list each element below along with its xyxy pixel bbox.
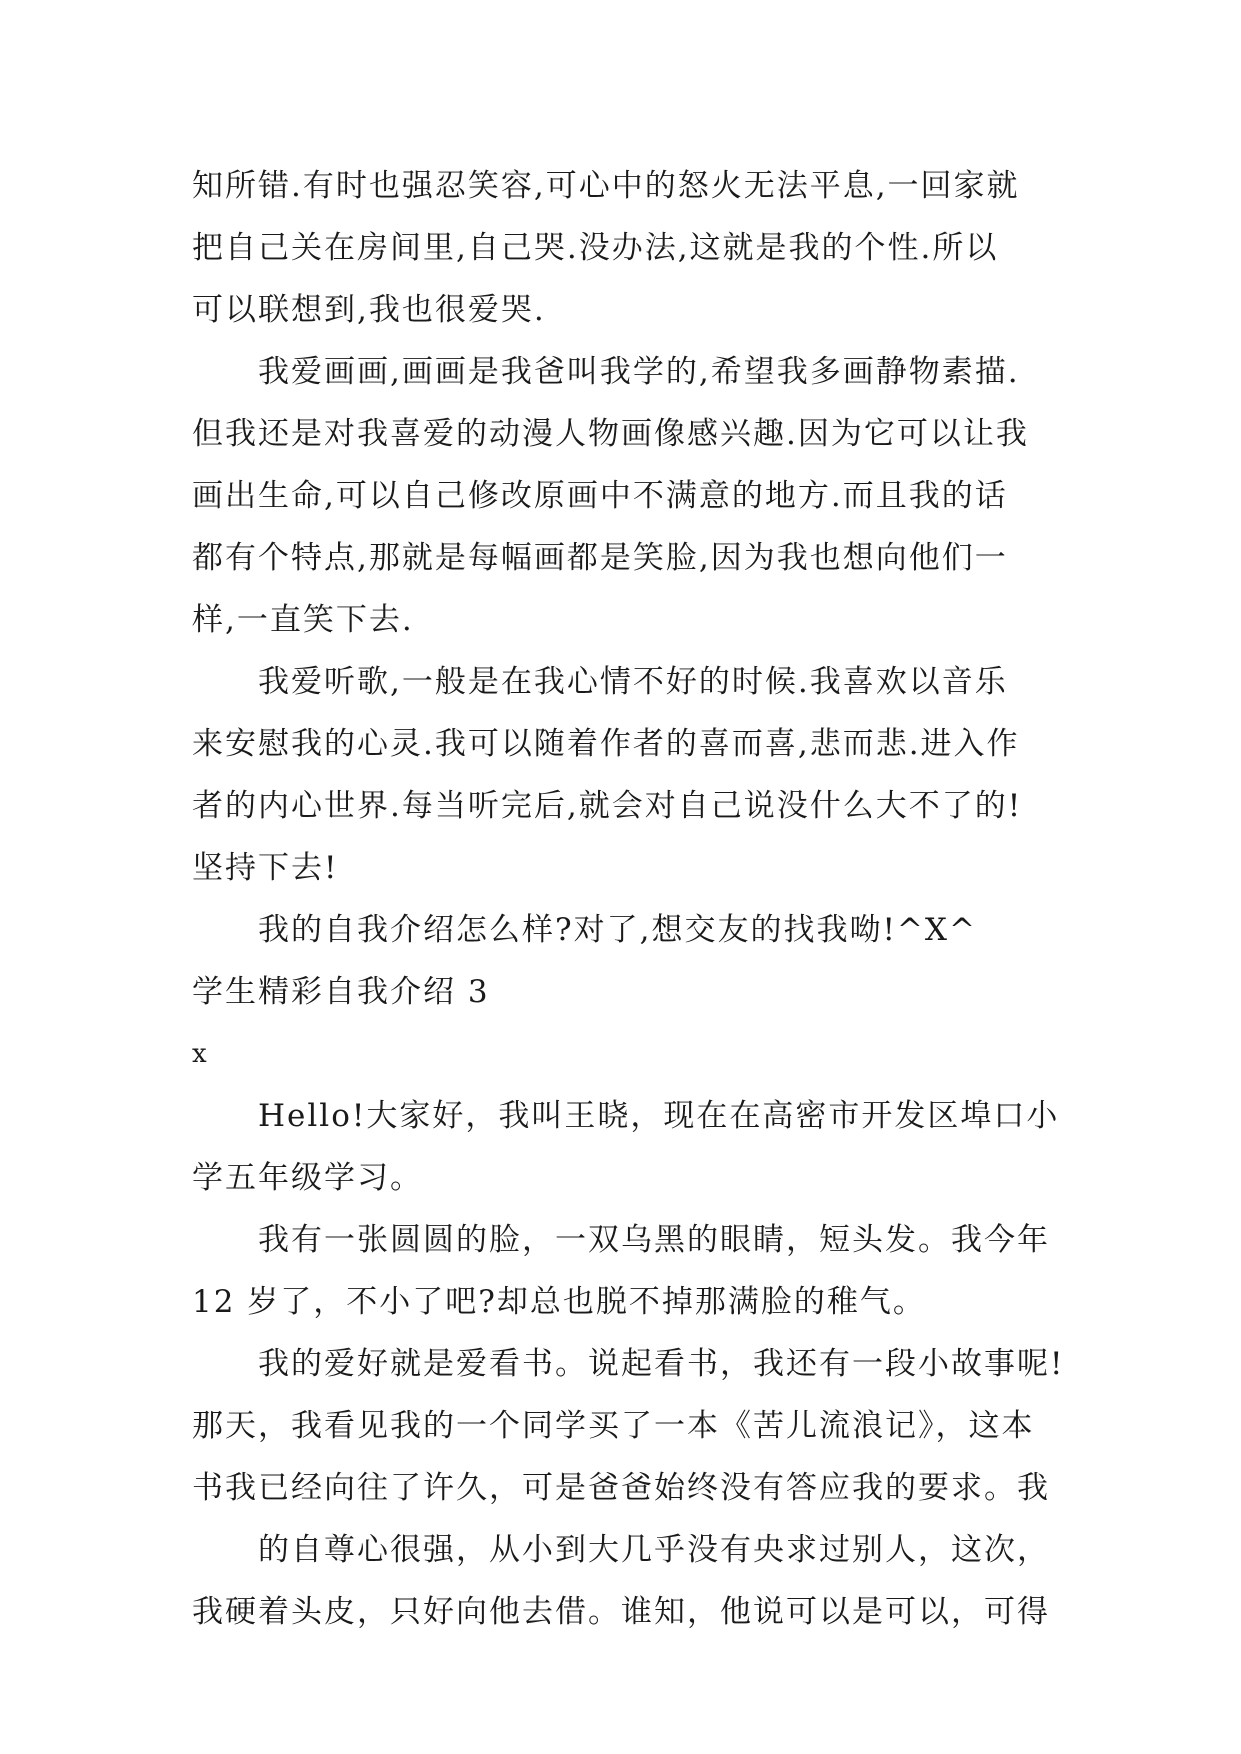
paragraph-first-line: 我的爱好就是爱看书。说起看书，我还有一段小故事呢! [258,1346,1065,1382]
text-line: 那天，我看见我的一个同学买了一本《苦儿流浪记》，这本 [192,1408,1035,1444]
paragraph-first-line: Hello!大家好，我叫王晓，现在在高密市开发区埠口小 [258,1098,1060,1134]
paragraph-first-line: 我爱画画,画画是我爸叫我学的,希望我多画静物素描. [258,354,1020,390]
paragraph-first-line: 我有一张圆圆的脸，一双乌黑的眼睛，短头发。我今年 [258,1222,1050,1258]
text-line: 都有个特点,那就是每幅画都是笑脸,因为我也想向他们一 [192,540,1008,576]
text-line: 坚持下去! [192,850,339,886]
text-line: 把自己关在房间里,自己哭.没办法,这就是我的个性.所以 [192,230,999,266]
text-line: 知所错.有时也强忍笑容,可心中的怒火无法平息,一回家就 [192,168,1020,204]
text-line: 书我已经向往了许久，可是爸爸始终没有答应我的要求。我 [192,1470,1050,1506]
paragraph-first-line: 我爱听歌,一般是在我心情不好的时候.我喜欢以音乐 [258,664,1008,700]
text-line: 来安慰我的心灵.我可以随着作者的喜而喜,悲而悲.进入作 [192,726,1020,762]
text-line: 但我还是对我喜爱的动漫人物画像感兴趣.因为它可以让我 [192,416,1029,452]
separator-mark: x [192,1039,209,1069]
section-heading: 学生精彩自我介绍 3 [192,974,490,1010]
text-line: 12 岁了，不小了吧?却总也脱不掉那满脸的稚气。 [192,1284,926,1320]
text-line: 我硬着头皮，只好向他去借。谁知，他说可以是可以，可得 [192,1594,1050,1630]
text-line: 可以联想到,我也很爱哭. [192,292,546,328]
paragraph-first-line: 我的自我介绍怎么样?对了,想交友的找我呦!^X^ [258,912,977,948]
text-line: 样,一直笑下去. [192,602,414,638]
text-line: 者的内心世界.每当听完后,就会对自己说没什么大不了的! [192,788,1023,824]
paragraph-first-line: 的自尊心很强，从小到大几乎没有央求过别人，这次， [258,1532,1050,1568]
text-line: 画出生命,可以自己修改原画中不满意的地方.而且我的话 [192,478,1008,514]
text-line: 学五年级学习。 [192,1160,423,1196]
